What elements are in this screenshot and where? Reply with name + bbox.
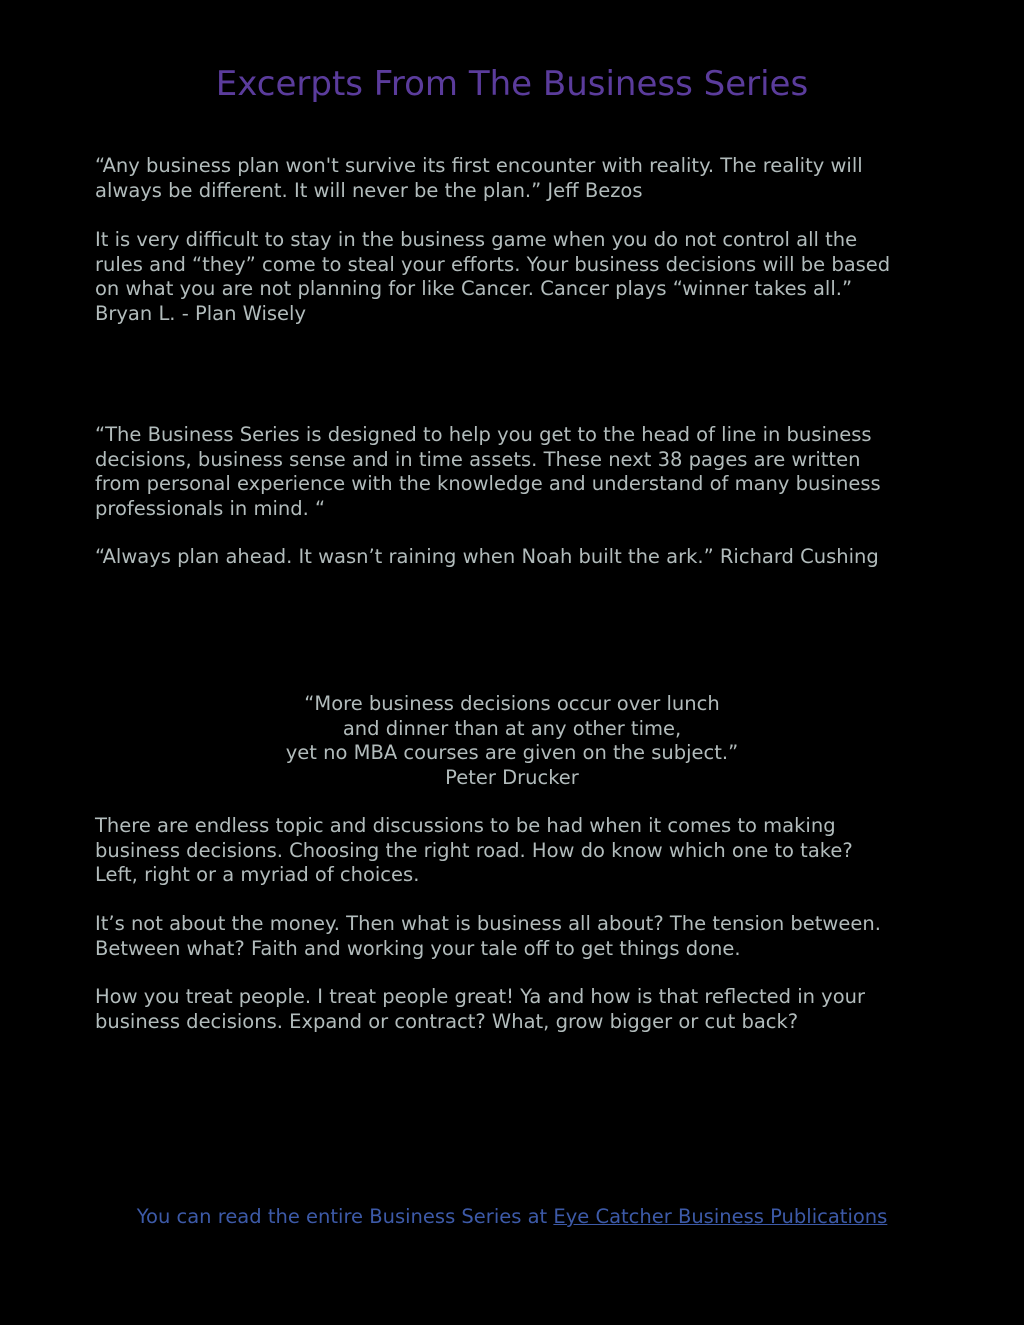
page-title: Excerpts From The Business Series [215,64,809,104]
paragraph-treat-people: How you treat people. I treat people great! Ya and how is that reflected in your business decisions. Expand or contract? What, grow bigger or cut back? [95,985,866,1033]
paragraph-endless-topics: There are endless topic and discussions to be had when it comes to making business decisions. Choosing the right road. How do know which one to take? Left, right or a myriad of choices. [95,814,853,886]
quote-drucker: “More business decisions occur over lunch and dinner than at any other time, yet no MBA courses are given on the subject.” Peter Drucker [285,692,739,789]
publications-link[interactable]: Eye Catcher Business Publications [553,1205,888,1228]
quote-bezos: “Any business plan won't survive its first encounter with reality. The reality will always be different. It will never be the plan.” Jeff Bezos [95,154,863,202]
footer-note [0,1204,1024,1230]
paragraph-not-about-money: It’s not about the money. Then what is business all about? The tension between. Between what? Faith and working your tale off to get things done. [95,912,881,960]
paragraph-series-intro: “The Business Series is designed to help you get to the head of line in business decisions, business sense and in time assets. These next 38 pages are written from personal experience with the knowledge and understand of many business professionals in mind. “ [95,423,881,520]
quote-cushing: “Always plan ahead. It wasn’t raining when Noah built the ark.” Richard Cushing [95,545,879,568]
paragraph-plan-wisely: It is very difficult to stay in the business game when you do not control all the rules and “they” come to steal your efforts. Your business decisions will be based on what you are not planning for like Cancer. Cancer plays “winner takes all.” Bryan L. - Plan Wisely [95,228,891,325]
footer-text: You can read the entire Business Series at [136,1205,554,1228]
